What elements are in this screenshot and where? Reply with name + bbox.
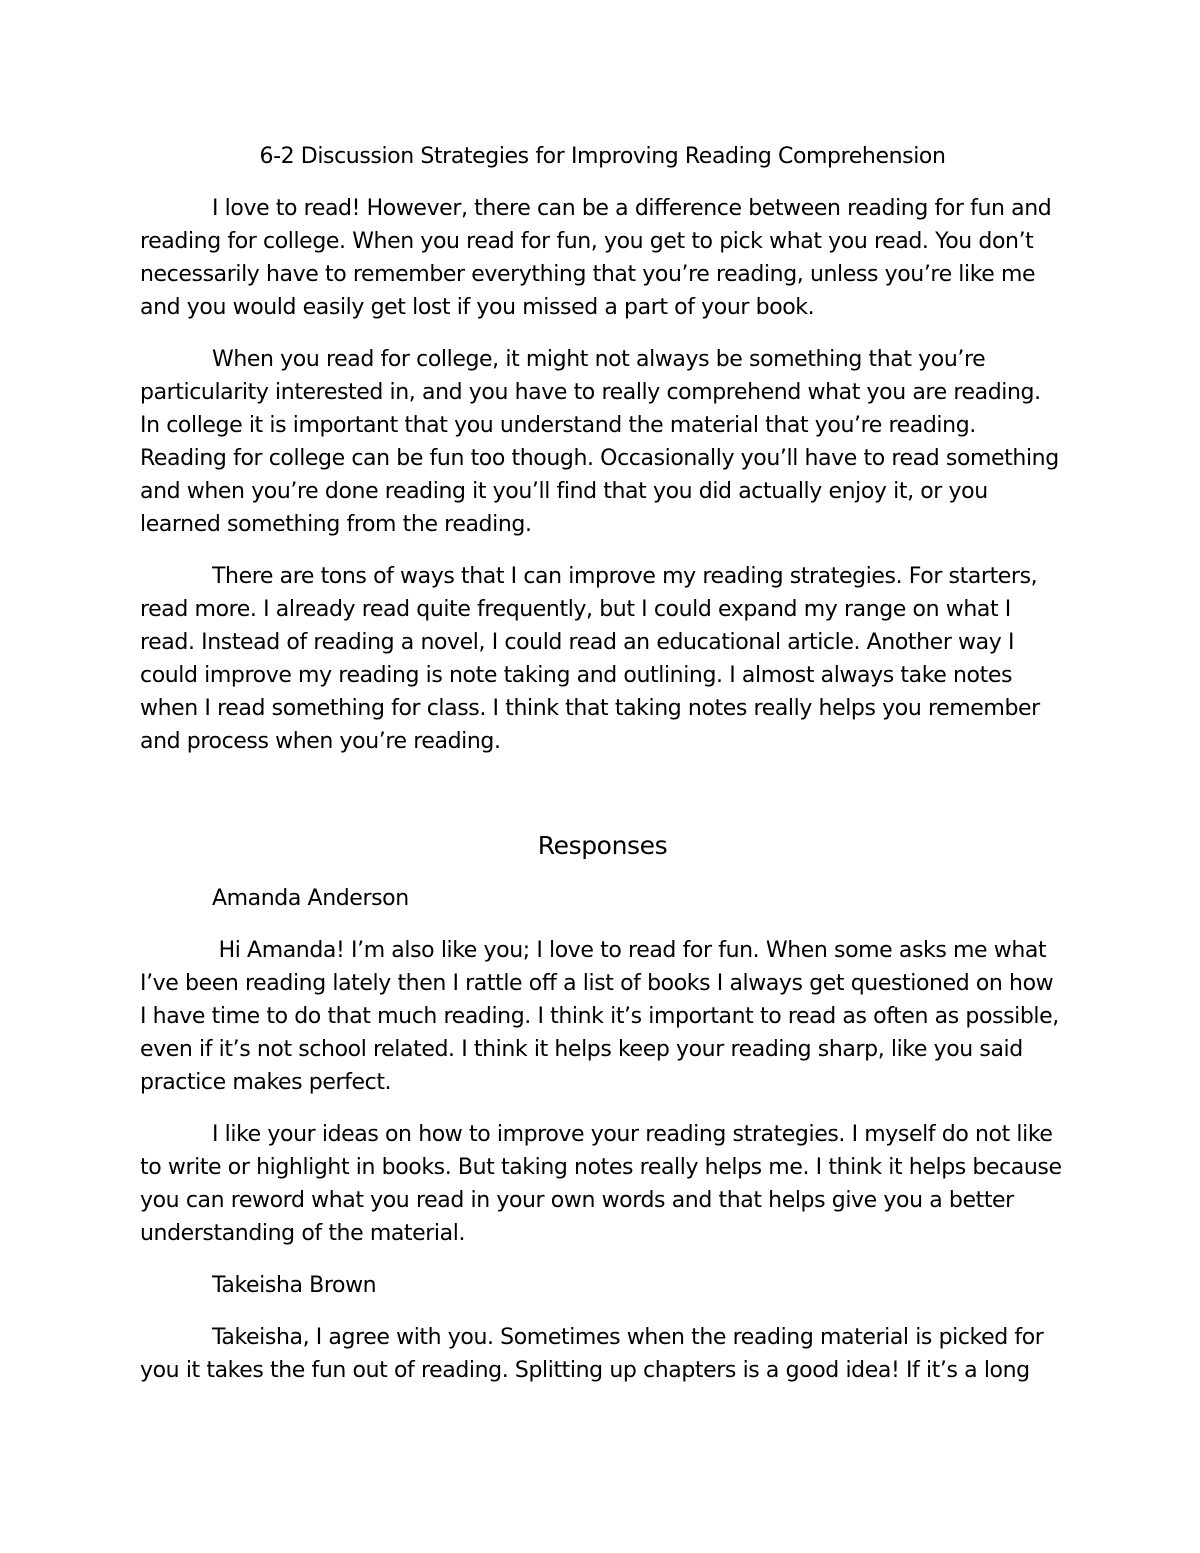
body-paragraph-1: I love to read! However, there can be a difference between reading for fun and reading for college. When you read for fun, you get to pick what you read. You don’t necessarily have to remember everything that you’re reading, unless you’re like me and you would easily get lost if you missed a part of your book. [140,196,1052,320]
response-author-name: Takeisha Brown [212,1273,377,1298]
document-title: 6-2 Discussion Strategies for Improving Reading Comprehension [259,144,946,169]
body-paragraph-2: When you read for college, it might not always be something that you’re particularity interested in, and you have to really comprehend what you are reading. In college it is important that you understand the material that you’re reading. Reading for college can be fun too though. Occasionally you’ll have to read something and when you’re done reading it you’ll find that you did actually enjoy it, or you learned something from the reading. [140,347,1059,537]
response-paragraph: Takeisha, I agree with you. Sometimes when the reading material is picked for you it takes the fun out of reading. Splitting up chapters is a good idea! If it’s a long [140,1325,1044,1383]
response-author-name: Amanda Anderson [212,886,409,911]
response-paragraph: Hi Amanda! I’m also like you; I love to read for fun. When some asks me what I’ve been reading lately then I rattle off a list of books I always get questioned on how I have time to do that much reading. I think it’s important to read as often as possible, even if it’s not school related. I think it helps keep your reading sharp, like you said practice makes perfect. [140,938,1066,1095]
body-paragraph-3: There are tons of ways that I can improve my reading strategies. For starters, read more. I already read quite frequently, but I could expand my range on what I read. Instead of reading a novel, I could read an educational article. Another way I could improve my reading is note taking and outlining. I almost always take notes when I read something for class. I think that taking notes really helps you remember and process when you’re reading. [140,564,1040,754]
response-paragraph: I like your ideas on how to improve your reading strategies. I myself do not like to write or highlight in books. But taking notes really helps me. I think it helps because you can reword what you read in your own words and that helps give you a better understanding of the material. [140,1122,1062,1246]
document-page [140,140,1065,1406]
responses-heading: Responses [537,831,668,860]
